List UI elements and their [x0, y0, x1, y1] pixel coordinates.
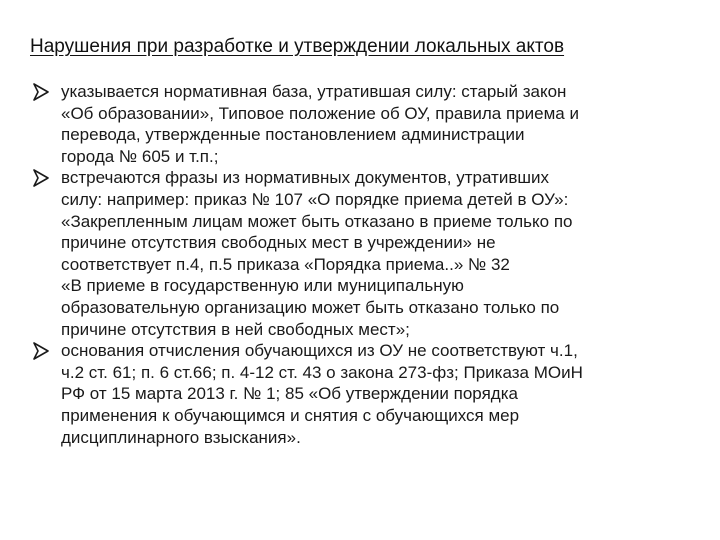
bullet-line: города № 605 и т.п.; [61, 146, 219, 166]
bullet-line: соответствует п.4, п.5 приказа «Порядка приема..» № 32 [61, 254, 510, 274]
bullet-list [33, 81, 693, 448]
bullet-line: образовательную организацию может быть отказано только по [61, 297, 560, 317]
bullet-line: основания отчисления обучающихся из ОУ не соответствуют ч.1, [61, 341, 578, 361]
bullet-line: «Об образовании», Типовое положение об ОУ, правила приема и [61, 103, 579, 123]
bullet-item [33, 167, 693, 340]
bullet-line: встречаются фразы из нормативных документов, утративших [61, 168, 549, 188]
bullet-line: ч.2 ст. 61; п. 6 ст.66; п. 4-12 ст. 43 о закона 273-фз; Приказа МОиН [61, 362, 583, 382]
bullet-line: дисциплинарного взыскания». [61, 427, 301, 447]
arrowhead-bullet-icon [33, 83, 49, 101]
bullet-line: РФ от 15 марта 2013 г. № 1; 85 «Об утверждении порядка [61, 384, 518, 404]
bullet-line: «Закрепленным лицам может быть отказано в приеме только по [61, 211, 573, 231]
slide-title: Нарушения при разработке и утверждении локальных актов [30, 36, 565, 57]
bullet-item [33, 81, 693, 167]
arrowhead-bullet-icon [33, 342, 49, 360]
bullet-line: силу: например: приказ № 107 «О порядке приема детей в ОУ»: [61, 189, 569, 209]
bullet-line: указывается нормативная база, утратившая силу: старый закон [61, 82, 567, 101]
bullet-line: «В приеме в государственную или муниципальную [61, 276, 464, 296]
bullet-line: причине отсутствия свободных мест в учреждении» не [61, 233, 496, 253]
bullet-line: применения к обучающимся и снятия с обучающихся мер [61, 405, 520, 425]
bullet-line: причине отсутствия в ней свободных мест»; [61, 319, 410, 339]
arrowhead-bullet-icon [33, 169, 49, 187]
bullet-line: перевода, утвержденные постановлением администрации [61, 125, 525, 145]
bullet-item [33, 340, 693, 448]
